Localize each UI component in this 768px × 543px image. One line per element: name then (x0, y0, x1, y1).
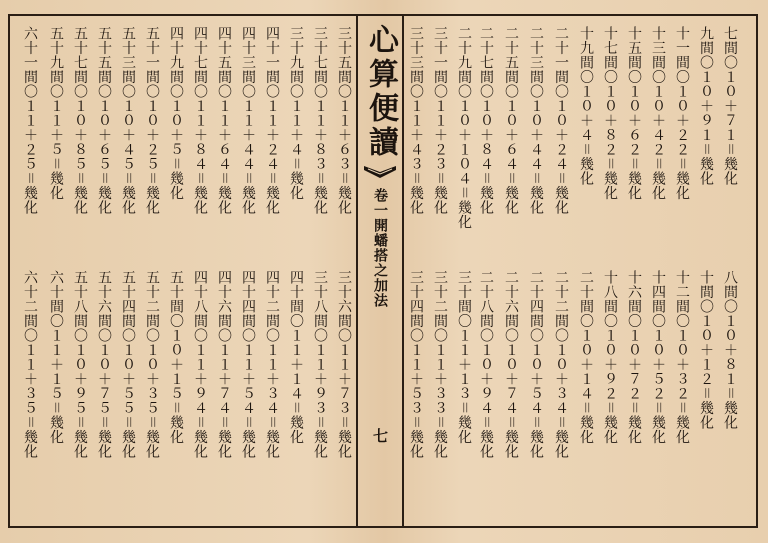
problem-line: 二十八間〇１０＋９４＝幾化 (478, 270, 494, 459)
problem-line: 三十一間〇１１＋２３＝幾化 (432, 26, 448, 215)
problem-line: 五十二間〇１０＋３５＝幾化 (144, 270, 160, 459)
problem-line: 四十六間〇１１＋７４＝幾化 (216, 270, 232, 459)
problem-line: 十三間〇１０＋４２＝幾化 (650, 26, 666, 200)
problem-line: 五十一間〇１０＋２５＝幾化 (144, 26, 160, 215)
problem-line: 十四間〇１０＋５２＝幾化 (650, 270, 666, 444)
problem-line: 四十三間〇１１＋４４＝幾化 (240, 26, 256, 215)
problem-line: 十六間〇１０＋７２＝幾化 (626, 270, 642, 444)
problem-line: 二十一間〇１０＋２４＝幾化 (553, 26, 569, 215)
problem-line: 二十間〇１０＋１４＝幾化 (578, 270, 594, 444)
problem-line: 三十間〇１１＋１３＝幾化 (456, 270, 472, 444)
problem-line: 三十九間〇１１＋４＝幾化 (288, 26, 304, 200)
problem-line: 二十五間〇１０＋６４＝幾化 (503, 26, 519, 215)
problem-line: 四十八間〇１１＋９４＝幾化 (192, 270, 208, 459)
problem-line: 三十五間〇１１＋６３＝幾化 (336, 26, 352, 215)
problem-line: 四十一間〇１１＋２４＝幾化 (264, 26, 280, 215)
problem-line: 三十八間〇１１＋９３＝幾化 (312, 270, 328, 459)
problem-line: 二十六間〇１０＋７４＝幾化 (503, 270, 519, 459)
problem-line: 七間〇１０＋７１＝幾化 (722, 26, 738, 186)
problem-line: 五十四間〇１０＋５５＝幾化 (120, 270, 136, 459)
problem-line: 二十三間〇１０＋４４＝幾化 (528, 26, 544, 215)
problem-line: 二十二間〇１０＋３４＝幾化 (553, 270, 569, 459)
problem-line: 五十八間〇１０＋９５＝幾化 (72, 270, 88, 459)
problem-line: 十七間〇１０＋８２＝幾化 (602, 26, 618, 200)
problem-line: 六十一間〇１１＋２５＝幾化 (22, 26, 38, 215)
problem-line: 十八間〇１０＋９２＝幾化 (602, 270, 618, 444)
book-title: 心算便讀 (363, 24, 398, 160)
problem-line: 三十三間〇１１＋４３＝幾化 (408, 26, 424, 215)
problem-line: 二十四間〇１０＋５４＝幾化 (528, 270, 544, 459)
problem-line: 四十二間〇１１＋３４＝幾化 (264, 270, 280, 459)
problem-line: 三十四間〇１１＋５３＝幾化 (408, 270, 424, 459)
problem-line: 五十六間〇１０＋７５＝幾化 (96, 270, 112, 459)
problem-line: 十五間〇１０＋６２＝幾化 (626, 26, 642, 200)
problem-line: 五十間〇１０＋１５＝幾化 (168, 270, 184, 444)
problem-line: 六十間〇１１＋１５＝幾化 (48, 270, 64, 444)
problem-line: 三十二間〇１１＋３３＝幾化 (432, 270, 448, 459)
problem-line: 二十九間〇１０＋１０４＝幾化 (456, 26, 472, 229)
problem-line: 九間〇１０＋９１＝幾化 (698, 26, 714, 186)
problem-line: 六十二間〇１１＋３５＝幾化 (22, 270, 38, 459)
problem-line: 十二間〇１０＋３２＝幾化 (674, 270, 690, 444)
problem-line: 五十九間〇１１＋５＝幾化 (48, 26, 64, 200)
problem-line: 二十七間〇１０＋８４＝幾化 (478, 26, 494, 215)
problem-line: 四十九間〇１０＋５＝幾化 (168, 26, 184, 200)
problem-line: 三十七間〇１１＋８３＝幾化 (312, 26, 328, 215)
problem-line: 八間〇１０＋８１＝幾化 (722, 270, 738, 430)
problem-line: 四十五間〇１１＋６４＝幾化 (216, 26, 232, 215)
problem-line: 五十七間〇１０＋８５＝幾化 (72, 26, 88, 215)
problem-line: 四十間〇１１＋１４＝幾化 (288, 270, 304, 444)
page-number: 七 (371, 428, 389, 443)
fish-tail-ornament-icon (364, 166, 396, 180)
problem-line: 十間〇１０＋１２＝幾化 (698, 270, 714, 430)
problem-line: 四十七間〇１１＋８４＝幾化 (192, 26, 208, 215)
problem-line: 五十五間〇１０＋６５＝幾化 (96, 26, 112, 215)
chapter-heading: 卷一開蟠搭之加法 (372, 188, 388, 308)
problem-line: 五十三間〇１０＋４５＝幾化 (120, 26, 136, 215)
problem-line: 三十六間〇１１＋７３＝幾化 (336, 270, 352, 459)
problem-line: 四十四間〇１１＋５４＝幾化 (240, 270, 256, 459)
problem-line: 十九間〇１０＋４＝幾化 (578, 26, 594, 186)
center-gutter (358, 14, 402, 528)
problem-line: 十一間〇１０＋２２＝幾化 (674, 26, 690, 200)
